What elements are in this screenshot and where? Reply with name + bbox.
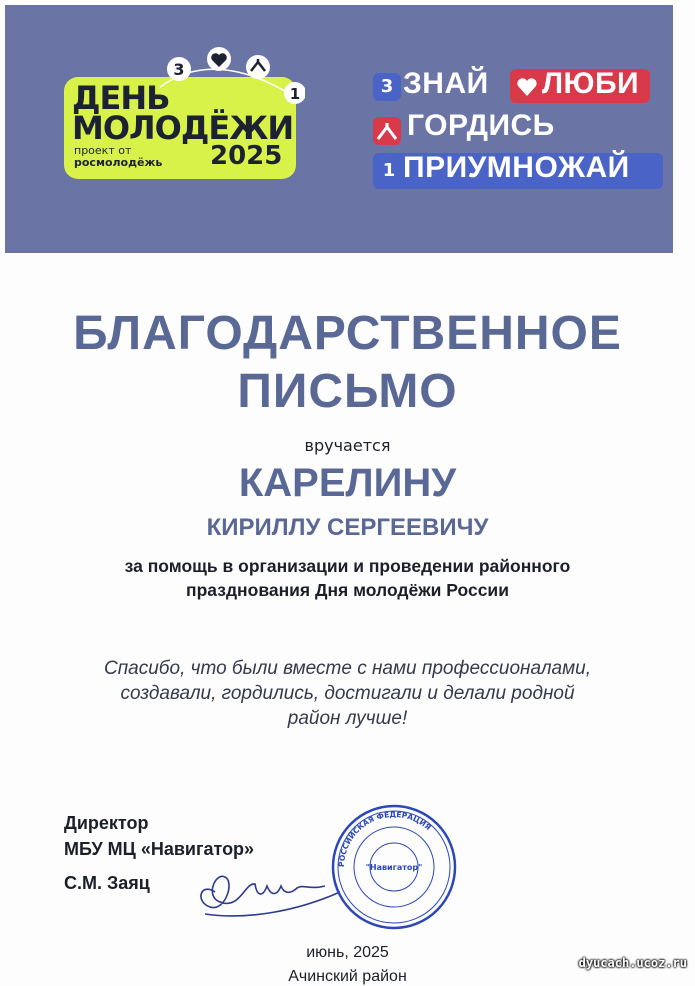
svg-text:РОССИЙСКАЯ ФЕДЕРАЦИЯ bbox=[337, 810, 433, 867]
heart-icon bbox=[207, 47, 231, 71]
logo-line1: ДЕНЬ bbox=[72, 79, 170, 117]
slogan-text-priumnozhai: ПРИУМНОЖАЙ bbox=[403, 151, 630, 184]
slogan-priumnozhai bbox=[373, 151, 673, 191]
logo-project-line-b: росмолодёжь bbox=[74, 156, 163, 169]
slogan-znai bbox=[373, 67, 513, 107]
number-1-icon: 1 bbox=[375, 157, 403, 185]
reason-line-1: за помощь в организации и проведении районного bbox=[124, 556, 571, 576]
logo-icons bbox=[155, 47, 305, 107]
signer-position: Директор bbox=[64, 813, 149, 833]
seal-ring-text: РОССИЙСКАЯ ФЕДЕРАЦИЯ bbox=[336, 809, 433, 868]
thanks-line-1: Спасибо, что были вместе с нами профессионалами, bbox=[104, 658, 591, 679]
thanks-text bbox=[0, 656, 695, 731]
logo-project-text bbox=[74, 145, 162, 169]
svg-text:3: 3 bbox=[173, 60, 185, 79]
slogan-lyubi bbox=[510, 67, 650, 107]
slogan-gordis bbox=[373, 109, 603, 149]
issue-date: июнь, 2025 bbox=[306, 944, 389, 961]
signer-name: С.М. Заяц bbox=[64, 873, 150, 893]
heart-icon bbox=[516, 77, 538, 97]
logo-project-line-a: проект от bbox=[74, 144, 132, 157]
logo-year: 2025 bbox=[210, 141, 283, 171]
official-seal bbox=[330, 803, 458, 931]
slogan-text-lyubi: ЛЮБИ bbox=[542, 67, 640, 100]
document-title-line1: БЛАГОДАРСТВЕННОЕ bbox=[73, 307, 622, 360]
recipient-surname: КАРЕЛИНУ bbox=[238, 461, 457, 505]
number-3-icon: 3 bbox=[373, 73, 401, 101]
logo-line2: МОЛОДЁЖИ bbox=[72, 109, 294, 147]
figure-icon bbox=[246, 55, 270, 79]
handed-text: вручается bbox=[304, 436, 391, 455]
recipient-names: КИРИЛЛУ СЕРГЕЕВИЧУ bbox=[206, 514, 489, 541]
logo-number-3-icon bbox=[167, 57, 191, 81]
site-watermark: dyucach.ucoz.ru bbox=[578, 956, 687, 970]
issue-place: Ачинский район bbox=[288, 968, 407, 985]
figure-icon bbox=[373, 117, 403, 145]
slogan-text-znai: ЗНАЙ bbox=[403, 67, 489, 100]
thanks-line-2: создавали, гордились, достигали и делали родной bbox=[120, 683, 575, 704]
handwritten-signature bbox=[185, 862, 345, 922]
thanks-line-3: район лучше! bbox=[287, 708, 408, 729]
svg-text:1: 1 bbox=[289, 85, 301, 103]
seal-center-text: "Навигатор" bbox=[365, 863, 423, 872]
header-banner bbox=[5, 5, 673, 253]
signer-organization: МБУ МЦ «Навигатор» bbox=[64, 839, 255, 859]
reason-text bbox=[0, 554, 695, 602]
reason-line-2: празднования Дня молодёжи России bbox=[186, 580, 509, 600]
logo-number-1-icon bbox=[284, 82, 305, 104]
slogan-text-gordis: ГОРДИСЬ bbox=[407, 109, 555, 142]
document-title-line2: ПИСЬМО bbox=[237, 365, 458, 418]
